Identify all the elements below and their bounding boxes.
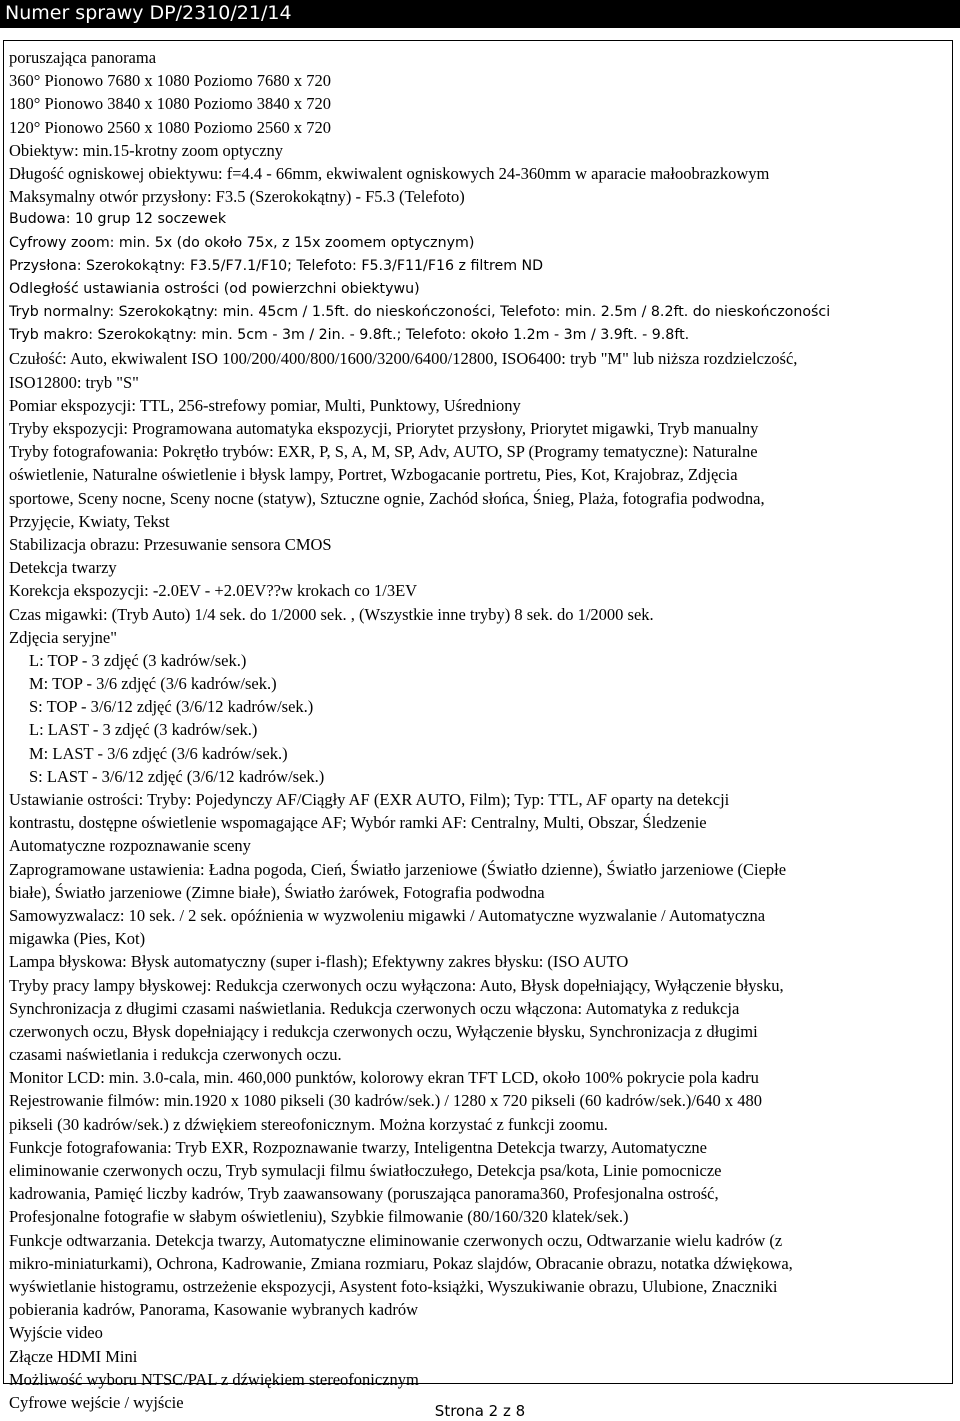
spec-line: Przysłona: Szerokokątny: F3.5/F7.1/F10; Telefoto: F5.3/F11/F16 z filtrem ND xyxy=(9,257,544,274)
spec-line: poruszająca panorama xyxy=(9,48,157,67)
spec-line: S: TOP - 3/6/12 zdjęć (3/6/12 kadrów/sek.) xyxy=(29,697,314,717)
spec-line: kontrastu, dostępne oświetlenie wspomagające AF; Wybór ramki AF: Centralny, Multi, Obszar, Śledzenie xyxy=(9,813,707,833)
page-header xyxy=(0,0,960,28)
spec-line: Maksymalny otwór przysłony: F3.5 (Szerokokątny) - F5.3 (Telefoto) xyxy=(9,187,465,207)
spec-line: kadrowania, Pamięć liczby kadrów, Tryb zaawansowany (poruszająca panorama360, Profesjonalna ostrość, xyxy=(9,1184,719,1204)
spec-line: Profesjonalne fotografie w słabym oświetleniu), Szybkie filmowanie (80/160/320 klatek/sek.) xyxy=(9,1207,629,1227)
spec-line: wyświetlanie histogramu, ostrzeżenie ekspozycji, Asystent foto-książki, Wyszukiwanie obrazu, Ulubione, Znaczniki xyxy=(9,1276,778,1296)
spec-line: Przyjęcie, Kwiaty, Tekst xyxy=(9,511,170,531)
spec-line: Czas migawki: (Tryb Auto) 1/4 sek. do 1/2000 sek. , (Wszystkie inne tryby) 8 sek. do 1/2000 sek. xyxy=(9,604,654,624)
spec-line: Lampa błyskowa: Błysk automatyczny (super i-flash); Efektywny zakres błysku: (ISO AUTO xyxy=(9,952,629,972)
spec-line: oświetlenie, Naturalne oświetlenie i błysk lampy, Portret, Wzbogacanie portretu, Pies, Kot, Krajobraz, Zdjęcia xyxy=(9,465,738,485)
spec-line: Tryb makro: Szerokokątny: min. 5cm - 3m / 2in. - 9.8ft.; Telefoto: około 1.2m - 3m / 3.9ft. - 9.8ft. xyxy=(9,327,690,344)
spec-line: Zaprogramowane ustawienia: Ładna pogoda, Cień, Światło jarzeniowe (Światło dzienne), Światło jarzeniowe (Ciepłe xyxy=(9,859,787,879)
spec-line: 180° Pionowo 3840 x 1080 Poziomo 3840 x 720 xyxy=(9,94,331,114)
spec-line: Budowa: 10 grup 12 soczewek xyxy=(9,211,227,228)
spec-line: Tryby pracy lampy błyskowej: Redukcja czerwonych oczu wyłączona: Auto, Błysk dopełniający, Wyłączenie błysku, xyxy=(9,975,784,995)
spec-line: Synchronizacja z długimi czasami naświetlania. Redukcja czerwonych oczu włączona: Automatyka z redukcja xyxy=(9,998,740,1018)
spec-line: S: LAST - 3/6/12 zdjęć (3/6/12 kadrów/sek.) xyxy=(29,766,325,786)
spec-line: ISO12800: tryb "S" xyxy=(9,372,139,392)
spec-line: Automatyczne rozpoznawanie sceny xyxy=(9,836,251,856)
spec-line: migawka (Pies, Kot) xyxy=(9,929,146,949)
spec-line: 360° Pionowo 7680 x 1080 Poziomo 7680 x 720 xyxy=(9,71,331,91)
spec-line: 120° Pionowo 2560 x 1080 Poziomo 2560 x 720 xyxy=(9,117,331,137)
spec-line: Odległość ustawiania ostrości (od powierzchni obiektywu) xyxy=(9,280,420,297)
spec-line: Funkcje odtwarzania. Detekcja twarzy, Automatyczne eliminowanie czerwonych oczu, Odtwarzanie wielu kadrów (z xyxy=(9,1230,783,1250)
spec-line: L: LAST - 3 zdjęć (3 kadrów/sek.) xyxy=(29,720,258,740)
spec-line: pobierania kadrów, Panorama, Kasowanie wybranych kadrów xyxy=(9,1300,418,1320)
spec-line: białe), Światło jarzeniowe (Zimne białe), Światło żarówek, Fotografia podwodna xyxy=(9,882,545,902)
spec-line: pikseli (30 kadrów/sek.) z dźwiękiem stereofonicznym. Można korzystać z funkcji zoomu. xyxy=(9,1114,608,1134)
spec-line: M: LAST - 3/6 zdjęć (3/6 kadrów/sek.) xyxy=(29,743,288,763)
spec-line: Stabilizacja obrazu: Przesuwanie sensora CMOS xyxy=(9,534,332,554)
spec-line: Cyfrowe wejście / wyjście xyxy=(9,1392,184,1412)
spec-line: Pomiar ekspozycji: TTL, 256-strefowy pomiar, Multi, Punktowy, Uśredniony xyxy=(9,395,521,415)
spec-line: Samowyzwalacz: 10 sek. / 2 sek. opóźnienia w wyzwoleniu migawki / Automatyczne wyzwalanie / Automatyczna xyxy=(9,905,766,925)
spec-line: czasami naświetlania i redukcja czerwonych oczu. xyxy=(9,1045,342,1065)
spec-line: Wyjście video xyxy=(9,1323,103,1343)
spec-line: L: TOP - 3 zdjęć (3 kadrów/sek.) xyxy=(29,650,247,670)
case-number-title: Numer sprawy DP/2310/21/14 xyxy=(5,2,292,24)
spec-line: Możliwość wyboru NTSC/PAL z dźwiękiem stereofonicznym xyxy=(9,1369,419,1389)
spec-line: Detekcja twarzy xyxy=(9,558,117,578)
spec-line: Zdjęcia seryjne" xyxy=(9,627,117,647)
page-footer: Strona 2 z 8 xyxy=(434,1402,526,1420)
spec-line: sportowe, Sceny nocne, Sceny nocne (statyw), Sztuczne ognie, Zachód słońca, Śnieg, Plaża, fotografia podwodna, xyxy=(9,488,765,508)
spec-line: Ustawianie ostrości: Tryby: Pojedynczy AF/Ciągły AF (EXR AUTO, Film); Typ: TTL, AF oparty na detekcji xyxy=(9,790,730,809)
spec-line: Funkcje fotografowania: Tryb EXR, Rozpoznawanie twarzy, Inteligentna Detekcja twarzy, Automatyczne xyxy=(9,1137,707,1157)
spec-line: Długość ogniskowej obiektywu: f=4.4 - 66mm, ekwiwalent ogniskowych 24-360mm w aparacie małoobrazkowym xyxy=(9,163,770,183)
spec-line: mikro-miniaturkami), Ochrona, Kadrowanie, Zmiana rozmiaru, Pokaz slajdów, Obracanie obrazu, notatka dźwiękowa, xyxy=(9,1253,793,1273)
spec-line: Tryby ekspozycji: Programowana automatyka ekspozycji, Priorytet przysłony, Priorytet migawki, Tryb manualny xyxy=(9,419,759,438)
spec-line: czerwonych oczu, Błysk dopełniający i redukcja czerwonych oczu, Wyłączenie błysku, Synchronizacja z długimi xyxy=(9,1021,758,1041)
spec-line: Monitor LCD: min. 3.0-cala, min. 460,000 punktów, kolorowy ekran TFT LCD, około 100% pokrycie pola kadru xyxy=(9,1068,759,1088)
spec-line: Tryby fotografowania: Pokrętło trybów: EXR, P, S, A, M, SP, Adv, AUTO, SP (Programy tematyczne): Naturalne xyxy=(9,442,758,462)
spec-line: Tryb normalny: Szerokokątny: min. 45cm / 1.5ft. do nieskończoności, Telefoto: min. 2.5m / 8.2ft. do nieskończoności xyxy=(9,304,831,321)
spec-line: Cyfrowy zoom: min. 5x (do około 75x, z 15x zoomem optycznym) xyxy=(9,234,475,251)
spec-lines xyxy=(9,46,949,1414)
spec-line: eliminowanie czerwonych oczu, Tryb symulacji filmu światłoczułego, Detekcja psa/kota, Linie pomocnicze xyxy=(9,1161,722,1180)
spec-line: Czułość: Auto, ekwiwalent ISO 100/200/400/800/1600/3200/6400/12800, ISO6400: tryb "M" lub niższa rozdzielczość, xyxy=(9,349,798,369)
spec-line: Rejestrowanie filmów: min.1920 x 1080 pikseli (30 kadrów/sek.) / 1280 x 720 pikseli (60 kadrów/sek.)/640 x 480 xyxy=(9,1091,762,1111)
spec-line: Obiektyw: min.15-krotny zoom optyczny xyxy=(9,140,284,160)
spec-line: Złącze HDMI Mini xyxy=(9,1346,138,1366)
spec-line: Korekcja ekspozycji: -2.0EV - +2.0EV??w krokach co 1/3EV xyxy=(9,581,418,601)
spec-line: M: TOP - 3/6 zdjęć (3/6 kadrów/sek.) xyxy=(29,674,277,694)
